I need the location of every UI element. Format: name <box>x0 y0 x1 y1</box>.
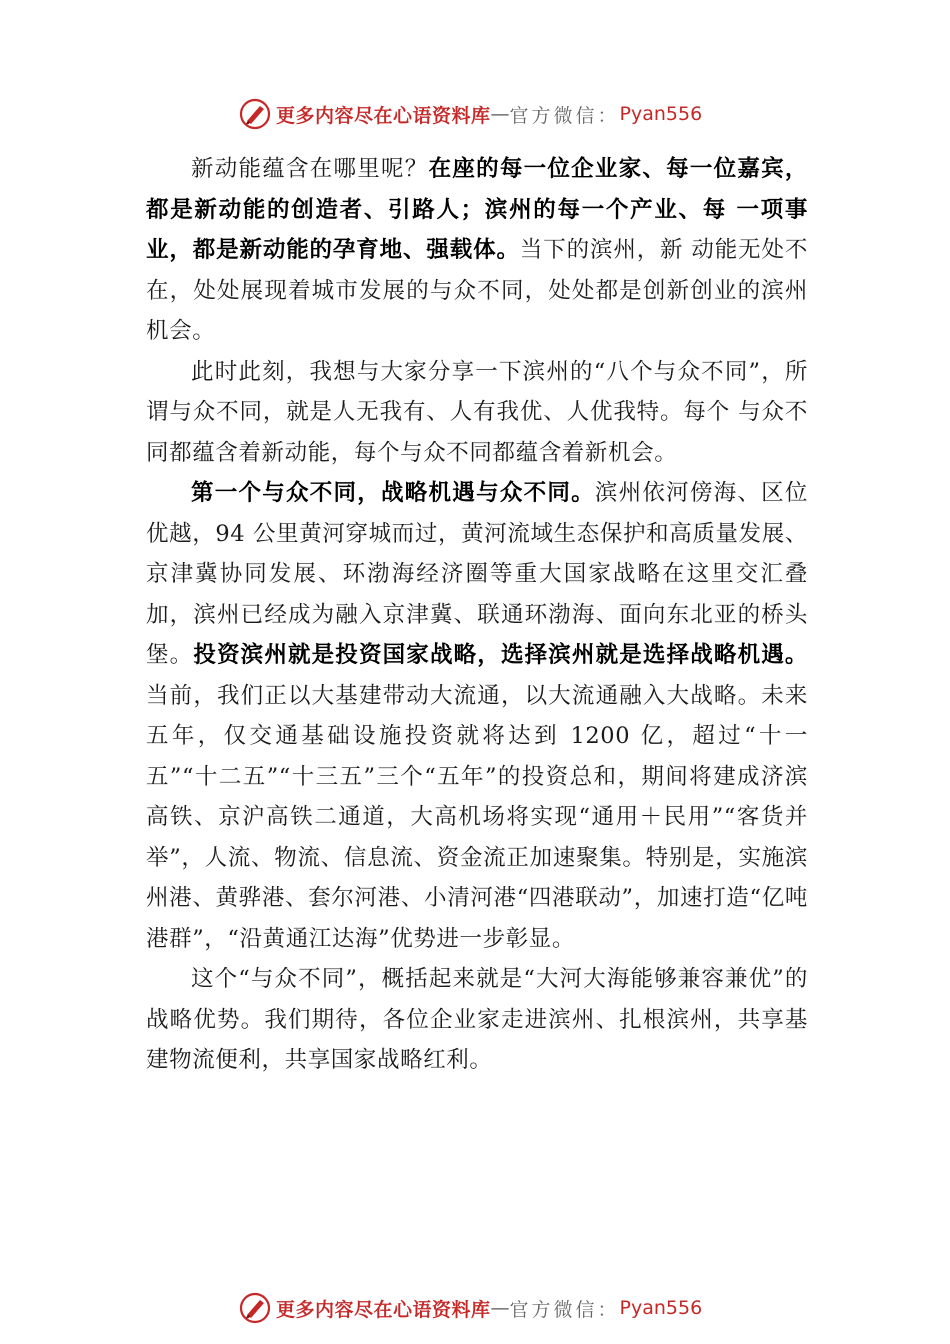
text-segment: 滨州依河傍海、区位优越，94 公里黄河穿城而过，黄河流域生态保护和高质量发展、京津冀协同发展、环渤海经济圈等重大国家战略在这里交汇叠加，滨州已经成为融入京津冀、联通环渤海、面向东北亚的桥头堡。 <box>146 480 809 668</box>
brush-logo-icon <box>238 1291 272 1325</box>
text-segment: 当前，我们正以大基建带动大流通，以大流通融入大战略。未来五年，仅交通基础设施投资就将达到 1200 亿，超过“十一五”“十二五”“十三五”三个“五年”的投资总和，期间将建成济滨高铁、京沪高铁二通道，大高机场将实现“通用＋民用”“客货并举”，人流、物流、信息流、资金流正加速聚集。特别是，实施滨州港、黄骅港、套尔河港、小清河港“四港联动”，加速打造“亿吨港群”，“沿黄通江达海”优势进一步彰显。 <box>146 682 808 952</box>
banner-wechat-label: 官方微信： <box>509 104 620 127</box>
bold-text-segment: 投资滨州就是投资国家战略，选择滨州就是选择战略机遇。 <box>193 642 808 668</box>
header-banner <box>238 96 702 132</box>
text-segment: 新动能蕴含在哪里呢？ <box>191 156 429 182</box>
banner-title: 更多内容尽在心语资料库 <box>276 104 491 127</box>
text-segment: 此时此刻，我想与大家分享一下滨州的“八个与众不同”，所谓与众不同，就是人无我有、人有我优、人优我特。每个 与众不同都蕴含着新动能，每个与众不同都蕴含着新机会。 <box>146 358 808 466</box>
banner-wechat-id: Pyan556 <box>619 1297 703 1319</box>
footer-banner <box>238 1290 702 1326</box>
banner-wechat-id: Pyan556 <box>619 103 703 125</box>
bold-text-segment: 第一个与众不同，战略机遇与众不同。 <box>191 480 595 506</box>
bold-text-segment: 在座的每一位企业家、每一位嘉宾，都是新动能的创造者、引路人；滨州的每一个产业、每 一项事业，都是新动能的孕育地、强载体。 <box>146 156 808 263</box>
paragraph <box>146 149 808 352</box>
paragraph <box>146 352 808 474</box>
paragraph <box>146 473 808 959</box>
banner-title: 更多内容尽在心语资料库 <box>276 1298 491 1321</box>
brush-logo-icon <box>238 97 272 131</box>
banner-separator: — <box>490 103 510 125</box>
paragraph <box>146 959 808 1081</box>
banner-wechat-label: 官方微信： <box>509 1298 620 1321</box>
text-segment: 当下的滨州，新 动能无处不在，处处展现着城市发展的与众不同，处处都是创新创业的滨州机会。 <box>146 237 808 344</box>
document-body <box>146 149 808 1081</box>
banner-separator: — <box>490 1297 510 1319</box>
text-segment: 这个“与众不同”，概括起来就是“大河大海能够兼容兼优”的战略优势。我们期待，各位企业家走进滨州、扎根滨州，共享基建物流便利，共享国家战略红利。 <box>146 966 808 1073</box>
